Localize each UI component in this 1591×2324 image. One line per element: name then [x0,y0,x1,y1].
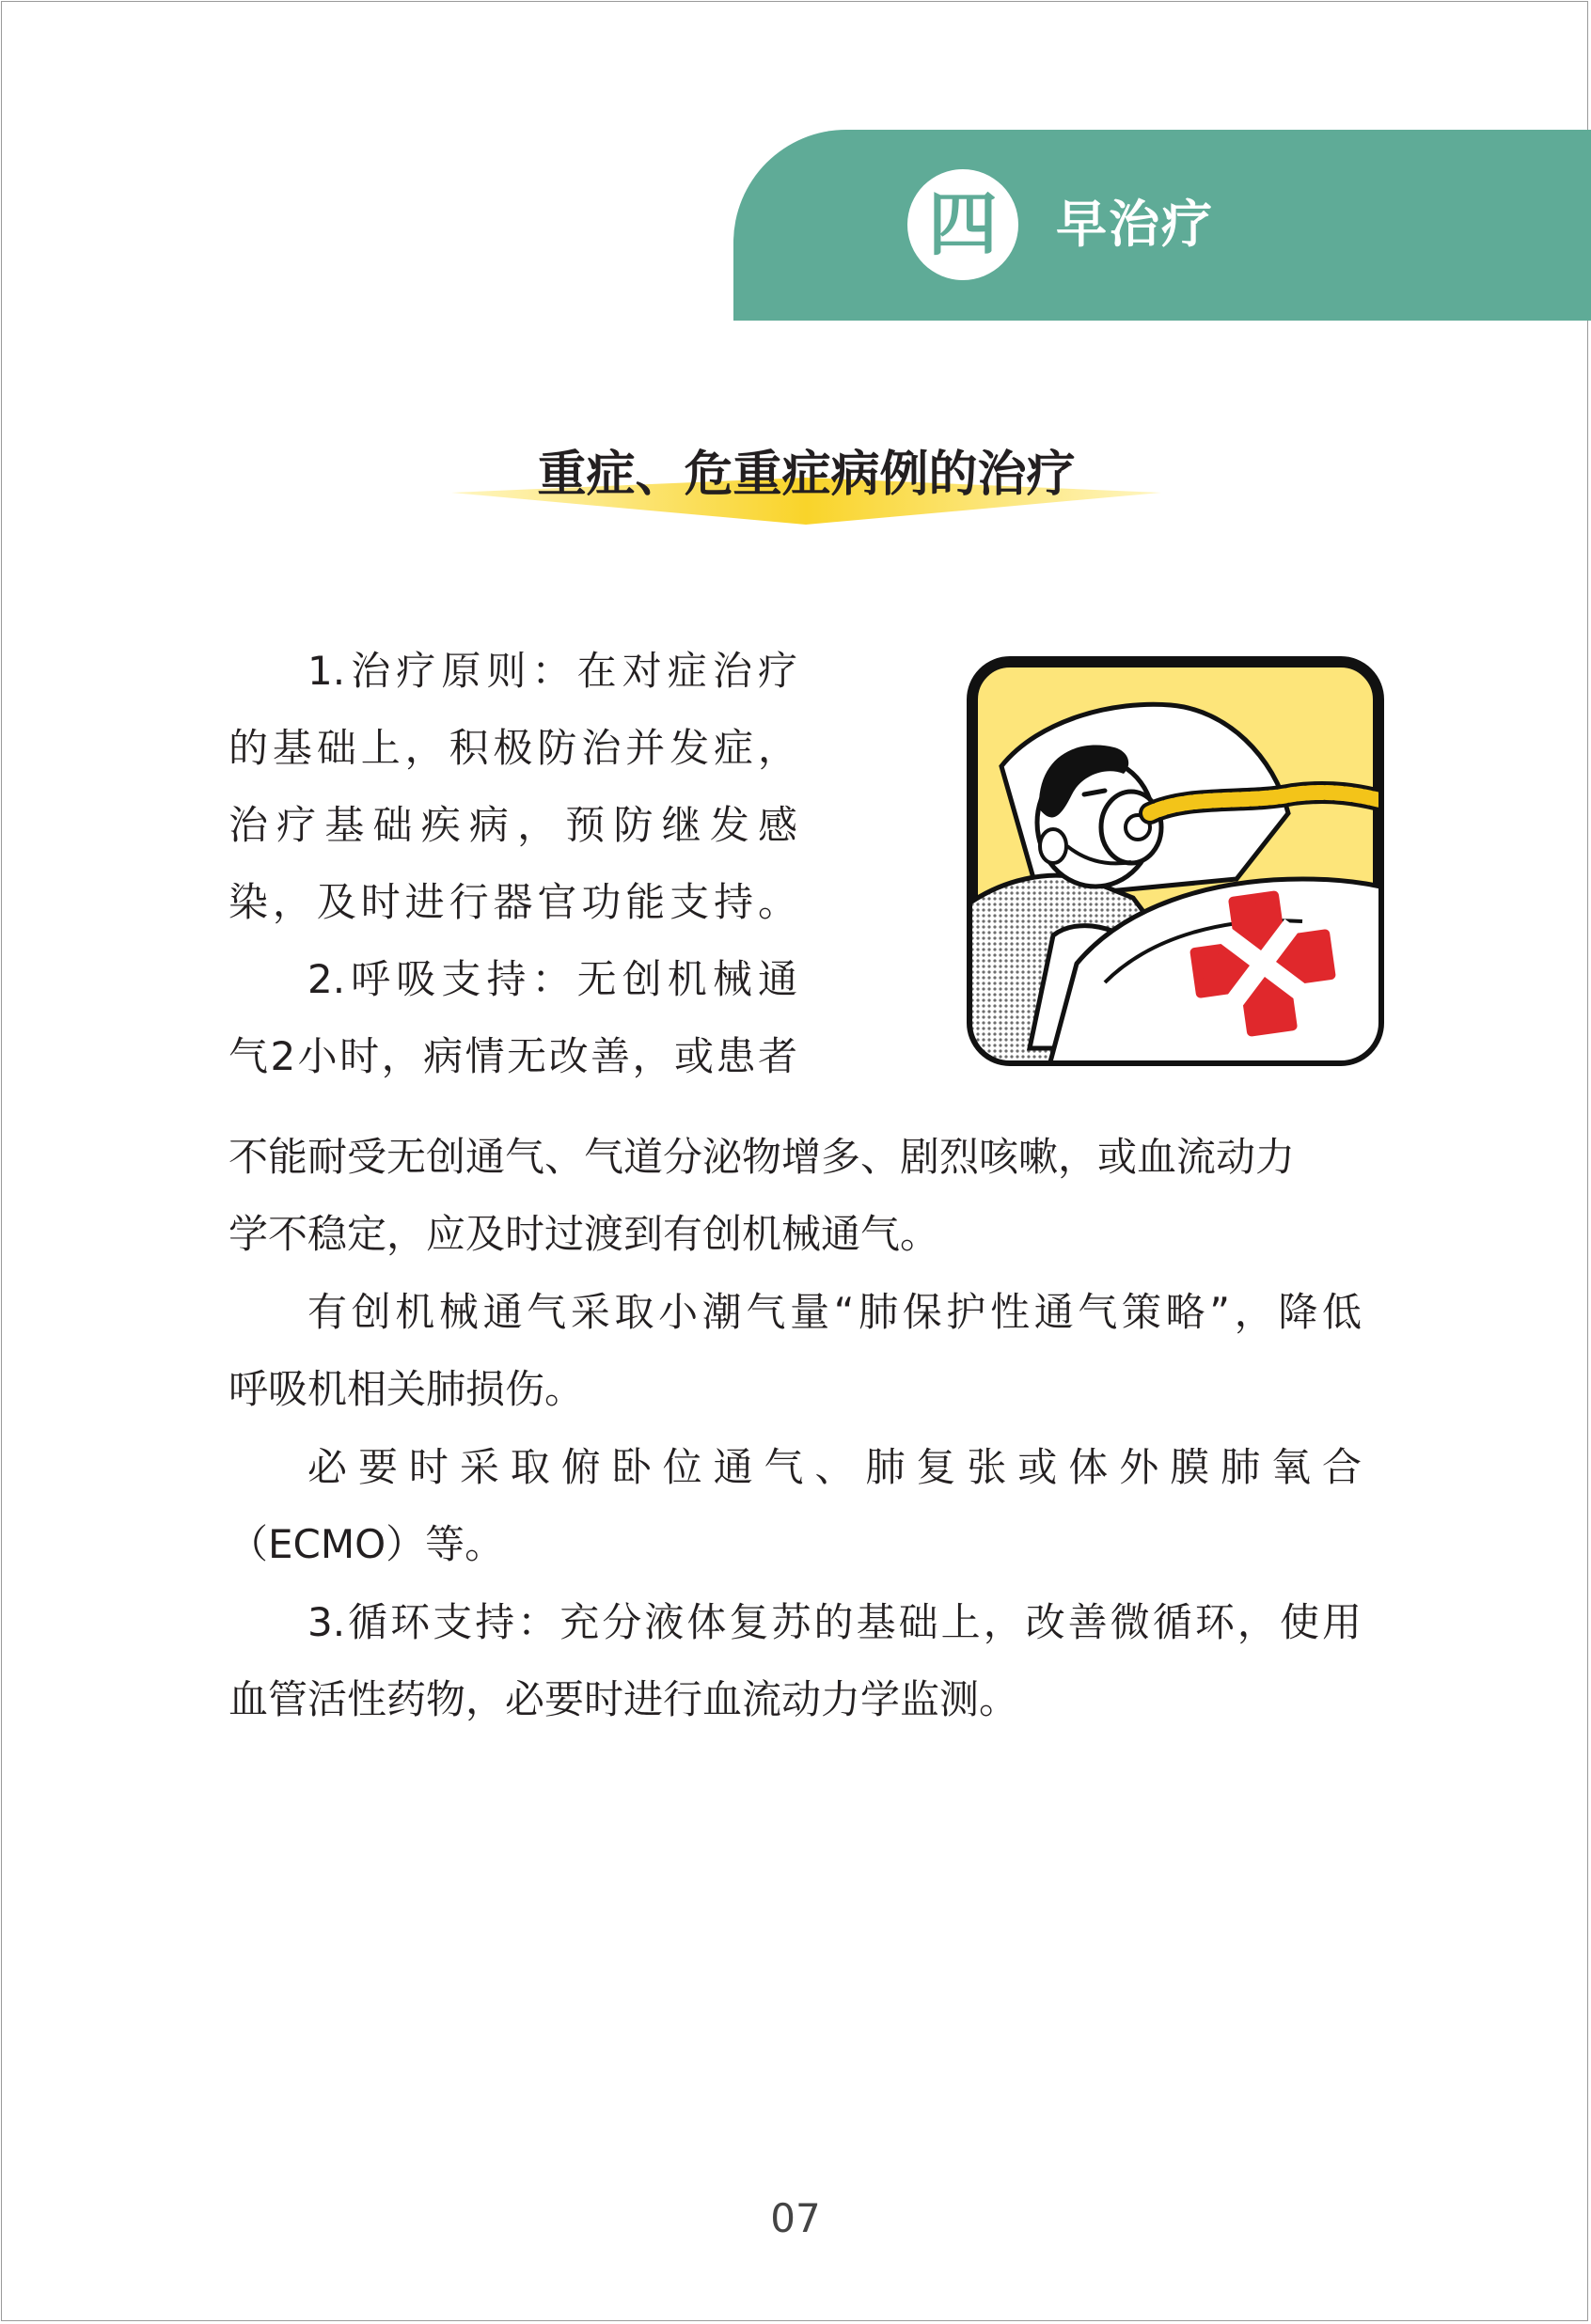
paragraph-circulatory-support [228,1584,1362,1738]
text-line: 的基础上，积极防治并发症， [228,725,797,771]
text-line: 3.循环支持：充分液体复苏的基础上，改善微循环，使用 [307,1599,1362,1645]
paragraph-respiratory-support [228,941,797,1095]
text-line: （ECMO）等。 [228,1521,505,1567]
chapter-number-badge [907,169,1018,280]
text-line: 学不稳定，应及时过渡到有创机械通气。 [228,1211,940,1257]
text-line: 血管活性药物，必要时进行血流动力学监测。 [228,1676,1019,1722]
text-line: 染，及时进行器官功能支持。 [228,879,797,925]
text-line: 气2小时，病情无改善，或患者 [228,1033,797,1079]
text-line: 有创机械通气采取小潮气量“肺保护性通气策略”，降低 [307,1289,1362,1335]
text-line: 1.治疗原则：在对症治疗 [307,648,797,694]
chapter-title: 早治疗 [1056,195,1214,254]
ventilator-patient-illustration [964,653,1387,1069]
paragraph-ecmo [228,1429,1362,1583]
section-title-banner [451,434,1161,528]
section-title: 重症、危重症病例的治疗 [537,447,1076,503]
text-line: 呼吸机相关肺损伤。 [228,1366,585,1412]
chapter-numeral: 四 [928,184,998,265]
paragraph-invasive-ventilation [228,1274,1362,1428]
text-line: 2.呼吸支持：无创机械通 [307,956,797,1002]
page-number: 07 [770,2195,821,2241]
paragraph-treatment-principle [228,633,797,941]
text-line: 治疗基础疾病，预防继发感 [228,802,797,848]
text-line: 必要时采取俯卧位通气、肺复张或体外膜肺氧合 [307,1444,1362,1490]
paragraph-respiratory-support-continued [228,1119,1362,1273]
text-line: 不能耐受无创通气、气道分泌物增多、剧烈咳嗽，或血流动力 [228,1134,1296,1180]
